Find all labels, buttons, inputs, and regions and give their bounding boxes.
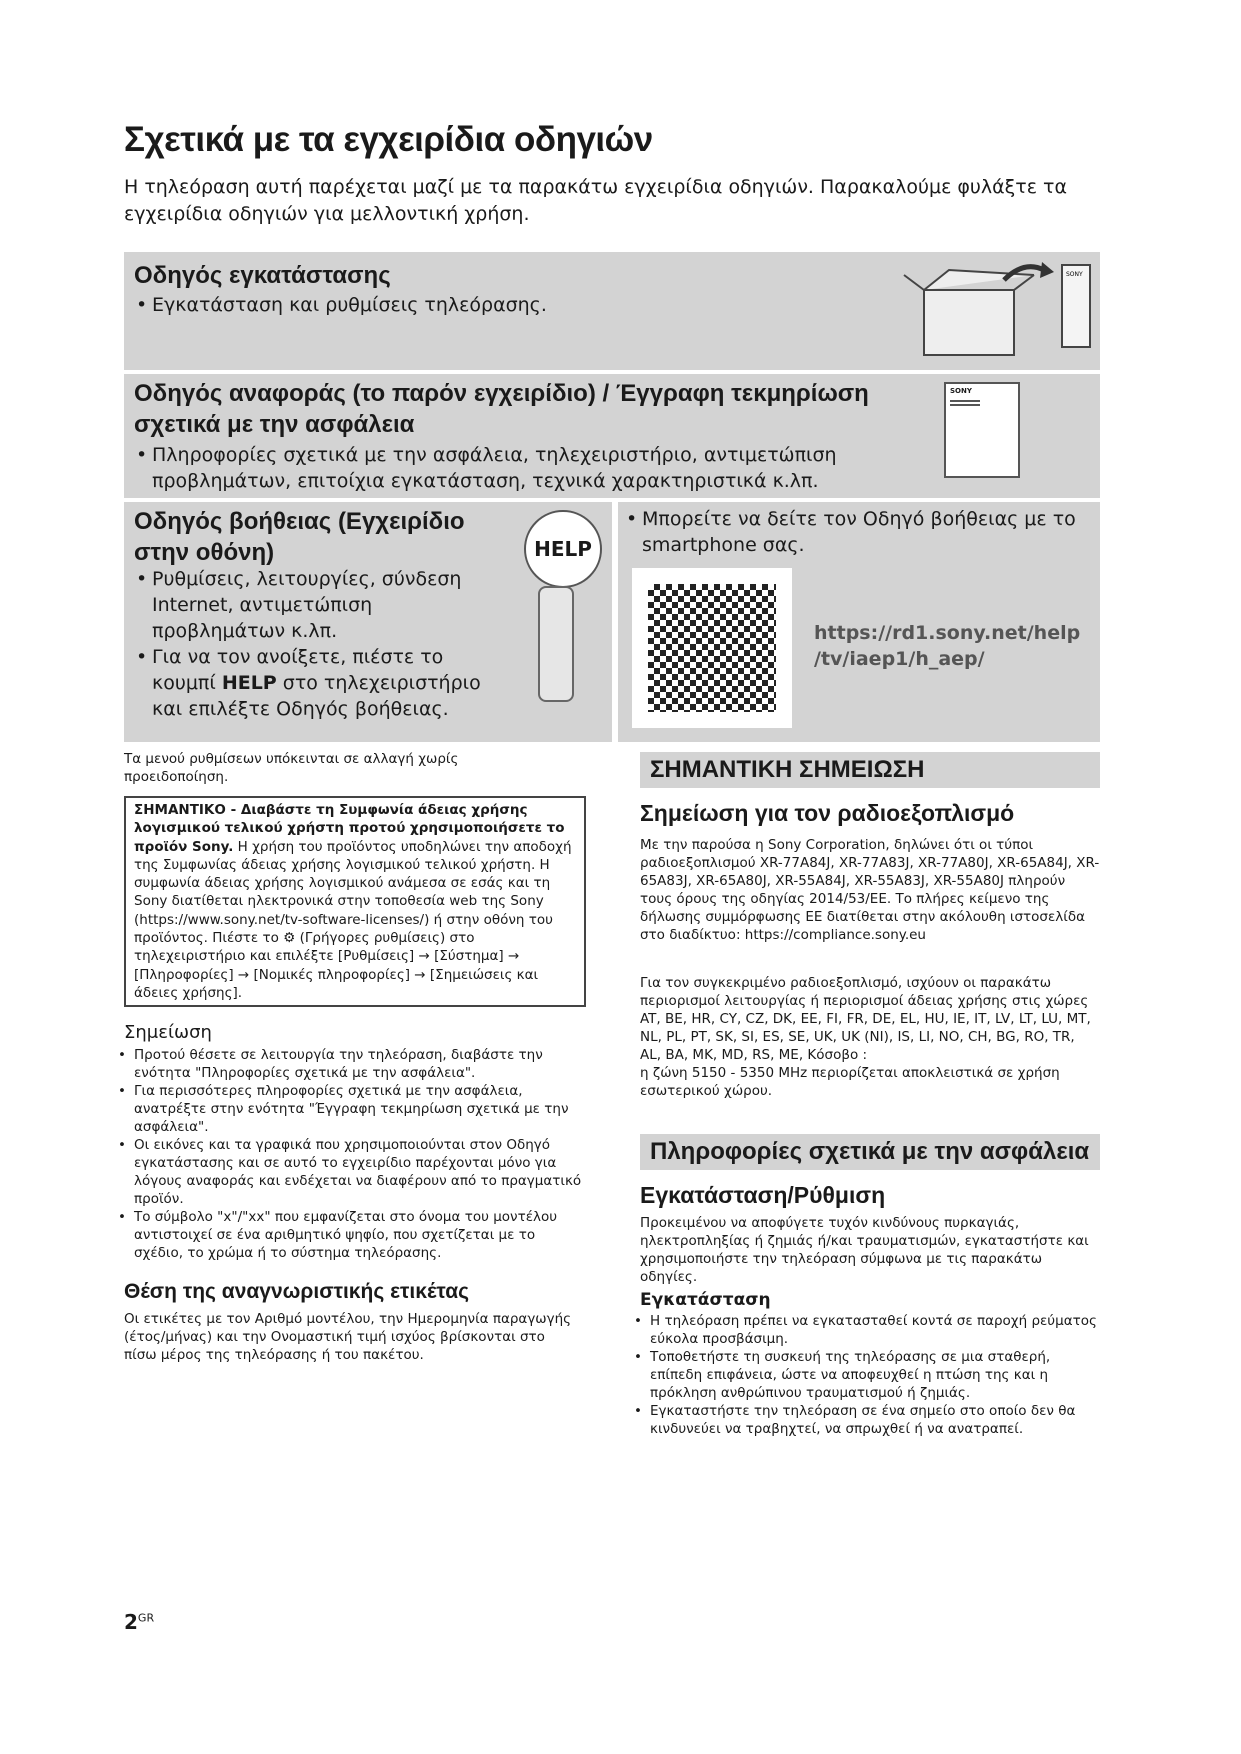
help-guide-heading: Οδηγός βοήθειας (Εγχειρίδιο στην οθόνη) xyxy=(134,508,465,566)
installation-subheading: Εγκατάσταση xyxy=(640,1290,771,1310)
intro-text: Η τηλεόραση αυτή παρέχεται μαζί με τα παρακάτω εγχειρίδια οδηγιών. Παρακαλούμε φυλάξτε τα εγχειρίδια οδηγιών για μελλοντική χρήση. xyxy=(124,176,1067,225)
license-notice-box: ΣΗΜΑΝΤΙΚΟ - Διαβάστε τη Συμφωνία άδειας χρήσης λογισμικού τελικού χρήστη προτού χρησιμοποιήσετε το προϊόν Sony. Η χρήση του προϊόντος υποδηλώνει την αποδοχή της Συμφωνίας άδειας χρήσης λογισμικού τελικού χρήστη. Η συμφωνία άδειας χρήσης λογισμικού ανάμεσα σε εσάς και τη Sony διατίθεται ηλεκτρονικά στην τοποθεσία web της Sony (https://www.sony.net/tv-software-licenses/) ή στην οθόνη του προϊόντος. Πιέστε το ⚙ (Γρήγορες ρυθμίσεις) στο τηλεχειριστήριο και επιλέξτε [Ρυθμίσεις] → [Σύστημα] → [Πληροφορίες] → [Νομικές πληροφορίες] → [Σημειώσεις και άδειες χρήσης]. xyxy=(124,796,586,1007)
help-guide-box xyxy=(124,502,612,742)
qr-code xyxy=(632,568,792,728)
list-item: • Η τηλεόραση πρέπει να εγκατασταθεί κοντά σε παροχή ρεύματος εύκολα προσβάσιμη. xyxy=(632,1312,1102,1348)
reference-guide-box xyxy=(124,374,1100,498)
list-item: • Προτού θέσετε σε λειτουργία την τηλεόραση, διαβάστε την ενότητα "Πληροφορίες σχετικά με την ασφάλεια". xyxy=(116,1046,586,1082)
list-item: • Τοποθετήστε τη συσκευή της τηλεόρασης σε μια σταθερή, επίπεδη επιφάνεια, ώστε να αποφευχθεί η πτώση της και η πρόκληση ανθρώπινου τραυματισμού ή ζημιάς. xyxy=(632,1348,1102,1402)
list-item: • Εγκαταστήστε την τηλεόραση σε ένα σημείο στο οποίο δεν θα κινδυνεύει να τραβηχτεί, να σπρωχθεί ή να ανατραπεί. xyxy=(632,1402,1102,1438)
list-item: • Οι εικόνες και τα γραφικά που χρησιμοποιούνται στον Οδηγό εγκατάστασης και σε αυτό το εγχειρίδιο παρέχονται μόνο για λόγους αναφοράς και ενδέχεται να διαφέρουν από το πραγματικό προϊόν. xyxy=(116,1136,586,1208)
list-item: • Εγκατάσταση και ρυθμίσεις τηλεόρασης. xyxy=(134,292,547,318)
radio-equipment-text-3: η ζώνη 5150 - 5350 MHz περιορίζεται αποκλειστικά σε χρήση εσωτερικού χώρου. xyxy=(640,1065,1060,1099)
safety-text: Προκειμένου να αποφύγετε τυχόν κινδύνους πυρκαγιάς, ηλεκτροπληξίας ή ζημιάς ή/και τραυματισμών, εγκαταστήστε και χρησιμοποιήστε την τηλεόραση σύμφωνα με τις παρακάτω οδηγίες. xyxy=(640,1215,1089,1285)
quick-settings-gear-icon: ⚙ xyxy=(283,930,296,947)
important-note-band: ΣΗΜΑΝΤΙΚΗ ΣΗΜΕΙΩΣΗ xyxy=(640,752,1100,788)
sony-logo: SONY xyxy=(1066,271,1083,278)
page-title: Σχετικά με τα εγχειρίδια οδηγιών xyxy=(124,120,653,159)
list-item: • Για να τον ανοίξετε, πιέστε το κουμπί HELP στο τηλεχειριστήριο και επιλέξτε Οδηγός βοήθειας. xyxy=(134,644,484,722)
list-item: • Για περισσότερες πληροφορίες σχετικά με την ασφάλεια, ανατρέξτε στην ενότητα "Έγγραφη τεκμηρίωση σχετικά με την ασφάλεια". xyxy=(116,1082,586,1136)
help-guide-smartphone-box xyxy=(618,502,1100,742)
list-item: • Ρυθμίσεις, λειτουργίες, σύνδεση Internet, αντιμετώπιση προβλημάτων κ.λπ. xyxy=(134,566,484,644)
note-heading: Σημείωση xyxy=(124,1022,212,1043)
menu-note: Τα μενού ρυθμίσεων υπόκεινται σε αλλαγή χωρίς προειδοποίηση. xyxy=(124,751,459,785)
radio-equipment-heading: Σημείωση για τον ραδιοεξοπλισμό xyxy=(640,800,1015,826)
help-guide-url[interactable]: https://rd1.sony.net/help /tv/iaep1/h_aep/ xyxy=(814,622,1081,670)
sony-logo: SONY xyxy=(950,387,972,395)
list-item: • Το σύμβολο "x"/"xx" που εμφανίζεται στο όνομα του μοντέλου αντιστοιχεί σε ένα αριθμητικό ψηφίο, που σχετίζεται με το σχέδιο, το χρώμα ή το σύστημα τηλεόρασης. xyxy=(116,1208,586,1262)
setup-guide-box xyxy=(124,252,1100,370)
page-number: $2^{GR}$ xyxy=(124,1610,155,1634)
setup-guide-box-illustration xyxy=(894,260,1094,360)
installation-setup-heading: Εγκατάσταση/Ρύθμιση xyxy=(640,1182,886,1208)
remote-control-icon xyxy=(538,586,574,702)
safety-band: Πληροφορίες σχετικά με την ασφάλεια xyxy=(640,1134,1100,1170)
help-button-illustration: HELP xyxy=(524,510,602,588)
manual-illustration xyxy=(944,382,1020,478)
setup-guide-heading: Οδηγός εγκατάστασης xyxy=(134,262,391,289)
radio-equipment-text-2: Για τον συγκεκριμένο ραδιοεξοπλισμό, ισχύουν οι παρακάτω περιορισμοί λειτουργίας ή περιορισμοί άδειας χρήσης στις χώρες AT, BE, HR, CY, CZ, DK, EE, FI, FR, DE, EL, HU, IE, IT, LV, LT, LU, MT, NL, PL, PT, SK, SI, ES, SE, UK, UK (NI), IS, LI, NO, CH, BG, RO, TR, AL, BA, MK, MD, RS, ME, Κόσοβο : xyxy=(640,975,1091,1063)
list-item: • Πληροφορίες σχετικά με την ασφάλεια, τηλεχειριστήριο, αντιμετώπιση προβλημάτων, επιτοίχια εγκατάσταση, τεχνικά χαρακτηριστικά κ.λπ. xyxy=(134,442,944,494)
radio-equipment-text-1: Με την παρούσα η Sony Corporation, δηλώνει ότι οι τύποι ραδιοεξοπλισμού XR-77A84J, XR-77A83J, XR-77A80J, XR-65A84J, XR-65A83J, XR-65A80J, XR-55A84J, XR-55A83J, XR-55A80J πληρούν τους όρους της οδηγίας 2014/53/ΕΕ. Το πλήρες κείμενο της δήλωσης συμμόρφωσης ΕΕ διατίθεται στην ακόλουθη ιστοσελίδα στο διαδίκτυο: https://compliance.sony.eu xyxy=(640,837,1100,943)
label-position-text: Οι ετικέτες με τον Αριθμό μοντέλου, την Ημερομηνία παραγωγής (έτος/μήνας) και την Ονομαστική τιμή ισχύος βρίσκονται στο πίσω μέρος της τηλεόρασης ή του πακέτου. xyxy=(124,1311,572,1363)
label-position-heading: Θέση της αναγνωριστικής ετικέτας xyxy=(124,1280,470,1303)
reference-guide-heading: Οδηγός αναφοράς (το παρόν εγχειρίδιο) / Έγγραφη τεκμηρίωση σχετικά με την ασφάλεια xyxy=(134,380,869,438)
list-item: • Μπορείτε να δείτε τον Οδηγό βοήθειας με το smartphone σας. xyxy=(624,506,1084,558)
